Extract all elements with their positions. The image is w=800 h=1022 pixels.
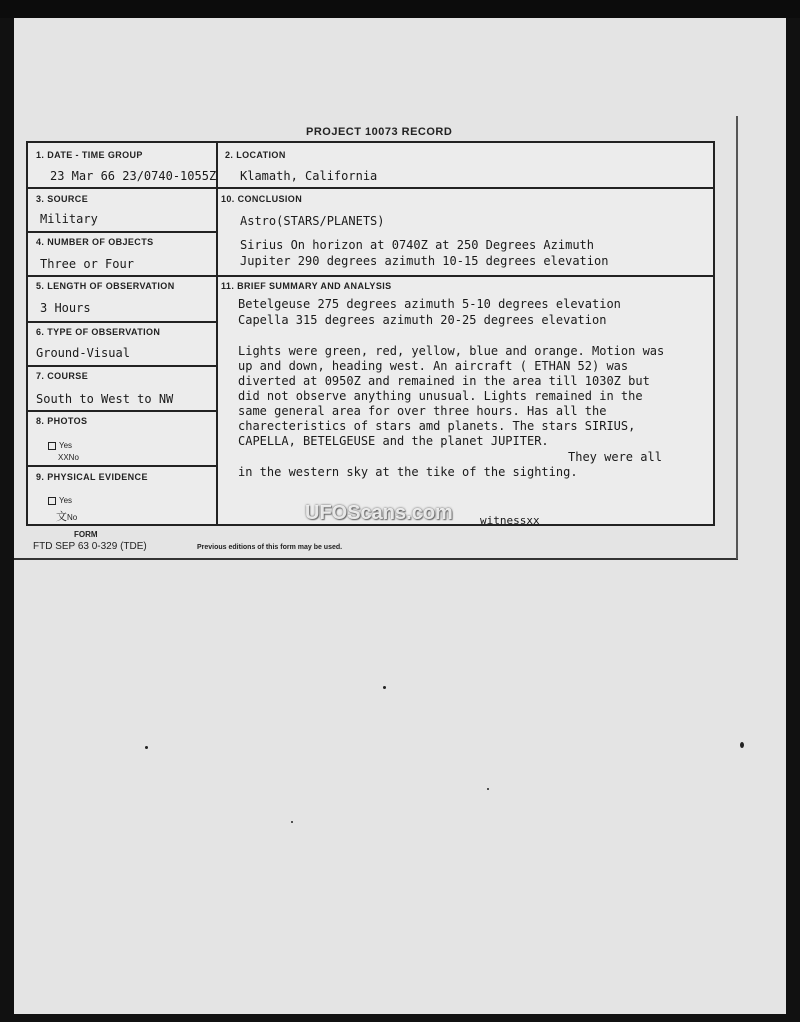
summary-line: charecteristics of stars amd planets. The stars SIRIUS, (238, 419, 636, 433)
summary-line: Capella 315 degrees azimuth 20-25 degrees elevation (238, 313, 607, 327)
summary-line: CAPELLA, BETELGEUSE and the planet JUPITER. (238, 434, 549, 448)
source-value: Military (40, 212, 98, 226)
summary-line: diverted at 0950Z and remained in the area till 1030Z but (238, 374, 650, 388)
summary-line: Lights were green, red, yellow, blue and orange. Motion was (238, 344, 665, 358)
photos-yes-option (48, 441, 72, 450)
photos-no-option: XXNo (58, 453, 79, 462)
date-value: 23 Mar 66 23/0740-1055Z (50, 169, 217, 183)
row-divider (28, 410, 216, 412)
photos-label: 8. PHOTOS (36, 416, 88, 426)
objects-value: Three or Four (40, 257, 134, 271)
row-divider (28, 187, 713, 189)
row-divider (28, 365, 216, 367)
scan-speck (145, 746, 148, 749)
checkbox-icon (48, 497, 56, 505)
evidence-label: 9. PHYSICAL EVIDENCE (36, 472, 148, 482)
summary-line: Betelgeuse 275 degrees azimuth 5-10 degrees elevation (238, 297, 621, 311)
conclusion-line: Jupiter 290 degrees azimuth 10-15 degrees elevation (240, 254, 609, 268)
record-form (26, 141, 715, 526)
course-value: South to West to NW (36, 392, 174, 406)
type-value: Ground-Visual (36, 346, 130, 360)
witness-signature: witnessxx (480, 514, 540, 527)
length-label: 5. LENGTH OF OBSERVATION (36, 281, 175, 291)
page-rule (14, 558, 738, 560)
page-rule-vertical (736, 116, 738, 559)
form-note: Previous editions of this form may be used. (197, 544, 343, 551)
conclusion-line: Astro(STARS/PLANETS) (240, 214, 385, 228)
column-divider (216, 143, 218, 524)
location-value: Klamath, California (240, 169, 378, 183)
evidence-no-mark: 文 (56, 510, 67, 523)
row-divider (28, 321, 216, 323)
evidence-yes-label: Yes (59, 496, 73, 505)
type-label: 6. TYPE OF OBSERVATION (36, 327, 161, 337)
course-label: 7. COURSE (36, 371, 89, 381)
source-label: 3. SOURCE (36, 194, 89, 204)
date-label: 1. DATE - TIME GROUP (36, 150, 143, 160)
scan-speck (487, 788, 489, 790)
evidence-yes-option (48, 496, 72, 505)
conclusion-line: Sirius On horizon at 0740Z at 250 Degrees Azimuth (240, 238, 595, 252)
scan-speck (383, 686, 386, 689)
summary-line: same general area for over three hours. Has all the (238, 404, 607, 418)
evidence-no-label: No (67, 513, 78, 522)
summary-line: in the western sky at the tike of the sighting. (238, 465, 578, 479)
scan-border (0, 0, 800, 18)
row-divider (28, 275, 713, 277)
watermark: UFOScans.com (305, 502, 453, 524)
summary-line: up and down, heading west. An aircraft ( ETHAN 52) was (238, 359, 629, 373)
form-word: FORM (74, 530, 98, 539)
summary-label: 11. BRIEF SUMMARY AND ANALYSIS (221, 281, 392, 291)
evidence-no-option (56, 508, 77, 524)
row-divider (28, 465, 216, 467)
summary-line: did not observe anything unusual. Lights remained in the (238, 389, 643, 403)
photos-yes-label: Yes (59, 441, 73, 450)
checkbox-icon (48, 442, 56, 450)
scan-speck (291, 821, 293, 823)
row-divider (28, 231, 216, 233)
form-code: FTD SEP 63 0-329 (TDE) (33, 541, 147, 552)
conclusion-label: 10. CONCLUSION (221, 194, 303, 204)
length-value: 3 Hours (40, 301, 91, 315)
summary-line: They were all (568, 450, 662, 464)
location-label: 2. LOCATION (225, 150, 286, 160)
scan-speck (740, 742, 744, 748)
document-title: PROJECT 10073 RECORD (306, 126, 453, 138)
objects-label: 4. NUMBER OF OBJECTS (36, 237, 154, 247)
